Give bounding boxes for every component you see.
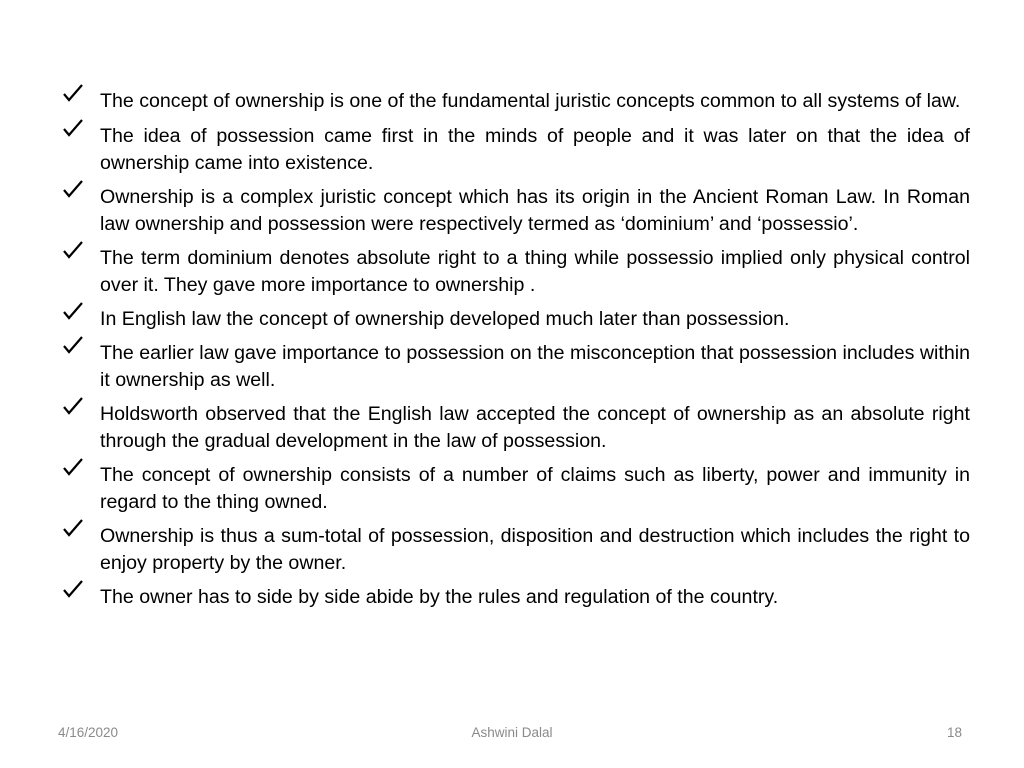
checkmark-icon bbox=[62, 178, 84, 200]
bullet-item bbox=[62, 184, 970, 238]
checkmark-icon bbox=[62, 239, 84, 261]
checkmark-icon bbox=[62, 395, 84, 417]
bullet-text: Ownership is thus a sum-total of possession, disposition and destruction which includes the right to enjoy property by the owner. bbox=[100, 525, 970, 574]
bullet-item bbox=[62, 584, 970, 611]
checkmark-icon bbox=[62, 456, 84, 478]
footer-author: Ashwini Dalal bbox=[471, 725, 553, 740]
bullet-text: The concept of ownership consists of a number of claims such as liberty, power and immunity in regard to the thing owned. bbox=[100, 464, 970, 513]
checkmark-icon bbox=[62, 517, 84, 539]
bullet-item bbox=[62, 123, 970, 177]
bullet-text: The concept of ownership is one of the fundamental juristic concepts common to all systems of law. bbox=[100, 90, 961, 112]
bullet-text: The term dominium denotes absolute right to a thing while possessio implied only physical control over it. They gave more importance to ownership . bbox=[100, 247, 970, 296]
bullet-text: The idea of possession came first in the minds of people and it was later on that the idea of ownership came into existence. bbox=[100, 125, 970, 174]
checkmark-icon bbox=[62, 334, 84, 356]
footer-date: 4/16/2020 bbox=[58, 725, 119, 740]
bullet-item bbox=[62, 88, 970, 115]
bullet-item bbox=[62, 340, 970, 394]
bullet-item bbox=[62, 462, 970, 516]
checkmark-icon bbox=[62, 82, 84, 104]
bullet-item bbox=[62, 401, 970, 455]
checkmark-icon bbox=[62, 117, 84, 139]
bullet-list bbox=[62, 88, 970, 618]
bullet-item bbox=[62, 306, 970, 333]
checkmark-icon bbox=[62, 300, 84, 322]
checkmark-icon bbox=[62, 578, 84, 600]
bullet-item bbox=[62, 245, 970, 299]
bullet-text: The owner has to side by side abide by the rules and regulation of the country. bbox=[100, 586, 779, 608]
bullet-text: Holdsworth observed that the English law accepted the concept of ownership as an absolute right through the gradual development in the law of possession. bbox=[100, 403, 970, 452]
bullet-text: Ownership is a complex juristic concept which has its origin in the Ancient Roman Law. In Roman law ownership and possession were respectively termed as ‘dominium’ and ‘possessio’. bbox=[100, 186, 970, 235]
footer-page-number: 18 bbox=[946, 725, 962, 740]
bullet-text: The earlier law gave importance to possession on the misconception that possession includes within it ownership as well. bbox=[100, 342, 970, 391]
bullet-text: In English law the concept of ownership developed much later than possession. bbox=[100, 308, 790, 330]
bullet-item bbox=[62, 523, 970, 577]
